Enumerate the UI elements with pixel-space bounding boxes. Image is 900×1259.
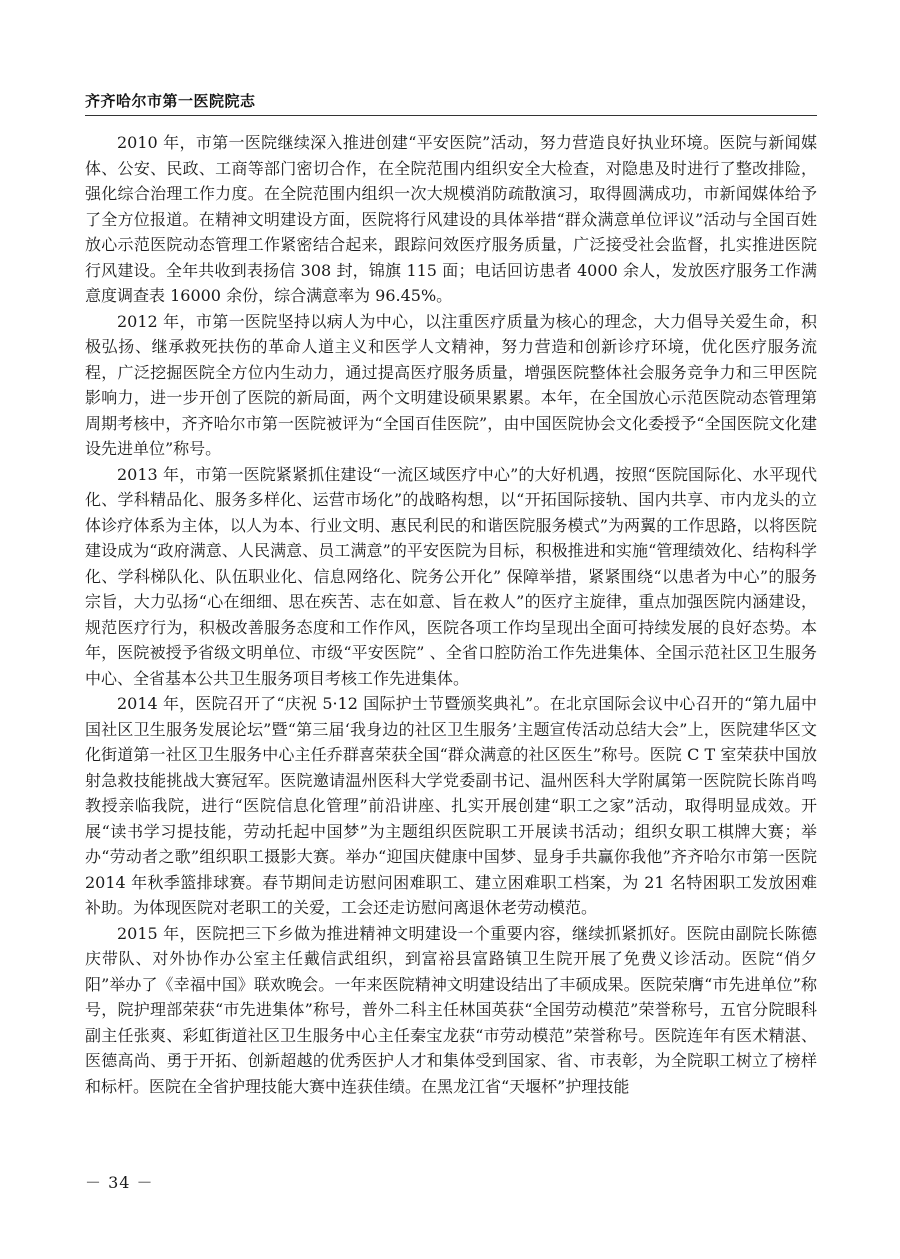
paragraph-2010: 2010 年，市第一医院继续深入推进创建“平安医院”活动，努力营造良好执业环境。医院与新闻媒体、公安、民政、工商等部门密切合作，在全院范围内组织安全大检查，对隐患及时进行了整改排险，强化综合治理工作力度。在全院范围内组织一次大规模消防疏散演习，取得圆满成功，市新闻媒体给予了全方位报道。在精神文明建设方面，医院将行风建设的具体举措“群众满意单位评议”活动与全国百姓放心示范医院动态管理工作紧密结合起来，跟踪问效医疗服务质量，广泛接受社会监督，扎实推进医院行风建设。全年共收到表扬信 308 封，锦旗 115 面；电话回访患者 4000 余人，发放医疗服务工作满意度调查表 16000 余份，综合满意率为 96.45%。 xyxy=(85,133,817,305)
paragraph-2013: 2013 年，市第一医院紧紧抓住建设“一流区域医疗中心”的大好机遇，按照“医院国际化、水平现代化、学科精品化、服务多样化、运营市场化”的战略构想，以“开拓国际接轨、国内共享、市内龙头的立体诊疗体系为主体，以人为本、行业文明、惠民利民的和谐医院服务模式”为两翼的工作思路，以将医院建设成为“政府满意、人民满意、员工满意”的平安医院为目标，积极推进和实施“管理绩效化、结构科学化、学科梯队化、队伍职业化、信息网络化、院务公开化” 保障举措，紧紧围绕“以患者为中心”的服务宗旨，大力弘扬“心在细细、思在疾苦、志在如意、旨在救人”的医疗主旋律，重点加强医院内涵建设，规范医疗行为，积极改善服务态度和工作作风，医院各项工作均呈现出全面可持续发展的良好态势。本年，医院被授予省级文明单位、市级“平安医院” 、全省口腔防治工作先进集体、全国示范社区卫生服务中心、全省基本公共卫生服务项目考核工作先进集体。 xyxy=(85,464,817,688)
paragraph-2014: 2014 年，医院召开了“庆祝 5·12 国际护士节暨颁奖典礼”。在北京国际会议中心召开的“第九届中国社区卫生服务发展论坛”暨“第三届‘我身边的社区卫生服务’主题宣传活动总结大会”上，医院建华区文化街道第一社区卫生服务中心主任乔群喜荣获全国“群众满意的社区医生”称号。医院 C T 室荣获中国放射急救技能挑战大赛冠军。医院邀请温州医科大学党委副书记、温州医科大学附属第一医院院长陈肖鸣教授亲临我院，进行“医院信息化管理”前沿讲座、扎实开展创建“职工之家”活动，取得明显成效。开展“读书学习提技能，劳动托起中国梦”为主题组织医院职工开展读书活动；组织女职工棋牌大赛；举办“劳动者之歌”组织职工摄影大赛。举办“迎国庆健康中国梦、显身手共赢你我他”齐齐哈尔市第一医院 2014 年秋季篮排球赛。春节期间走访慰问困难职工、建立困难职工档案，为 21 名特困职工发放困难补助。为体现医院对老职工的关爱，工会还走访慰问离退休老劳动模范。 xyxy=(85,694,817,917)
running-header-title: 齐齐哈尔市第一医院院志 xyxy=(85,92,256,110)
page-number: － 34 － xyxy=(85,1173,154,1192)
body-text xyxy=(85,130,817,1099)
paragraph-2012: 2012 年，市第一医院坚持以病人为中心，以注重医疗质量为核心的理念，大力倡导关爱生命，积极弘扬、继承救死扶伤的革命人道主义和医学人文精神，努力营造和创新诊疗环境，优化医疗服务流程，广泛挖掘医院全方位内生动力，通过提高医疗服务质量，增强医院整体社会服务竞争力和三甲医院影响力，进一步开创了医院的新局面，两个文明建设硕果累累。本年，在全国放心示范医院动态管理第周期考核中，齐齐哈尔市第一医院被评为“全国百佳医院”，由中国医院协会文化委授予“全国医院文化建设先进单位”称号。 xyxy=(85,311,817,458)
header-divider xyxy=(85,115,817,116)
paragraph-2015: 2015 年，医院把三下乡做为推进精神文明建设一个重要内容，继续抓紧抓好。医院由副院长陈德庆带队、对外协作办公室主任戴信武组织，到富裕县富路镇卫生院开展了免费义诊活动。医院“俏夕阳”举办了《幸福中国》联欢晚会。一年来医院精神文明建设结出了丰硕成果。医院荣膺“市先进单位”称号，院护理部荣获“市先进集体”称号，普外二科主任林国英获“全国劳动模范”荣誉称号，五官分院眼科副主任张爽、彩虹街道社区卫生服务中心主任秦宝龙获“市劳动模范”荣誉称号。医院连年有医术精湛、医德高尚、勇于开拓、创新超越的优秀医护人才和集体受到国家、省、市表彰，为全院职工树立了榜样和标杆。医院在全省护理技能大赛中连获佳绩。在黑龙江省“天堰杯”护理技能 xyxy=(85,923,817,1096)
